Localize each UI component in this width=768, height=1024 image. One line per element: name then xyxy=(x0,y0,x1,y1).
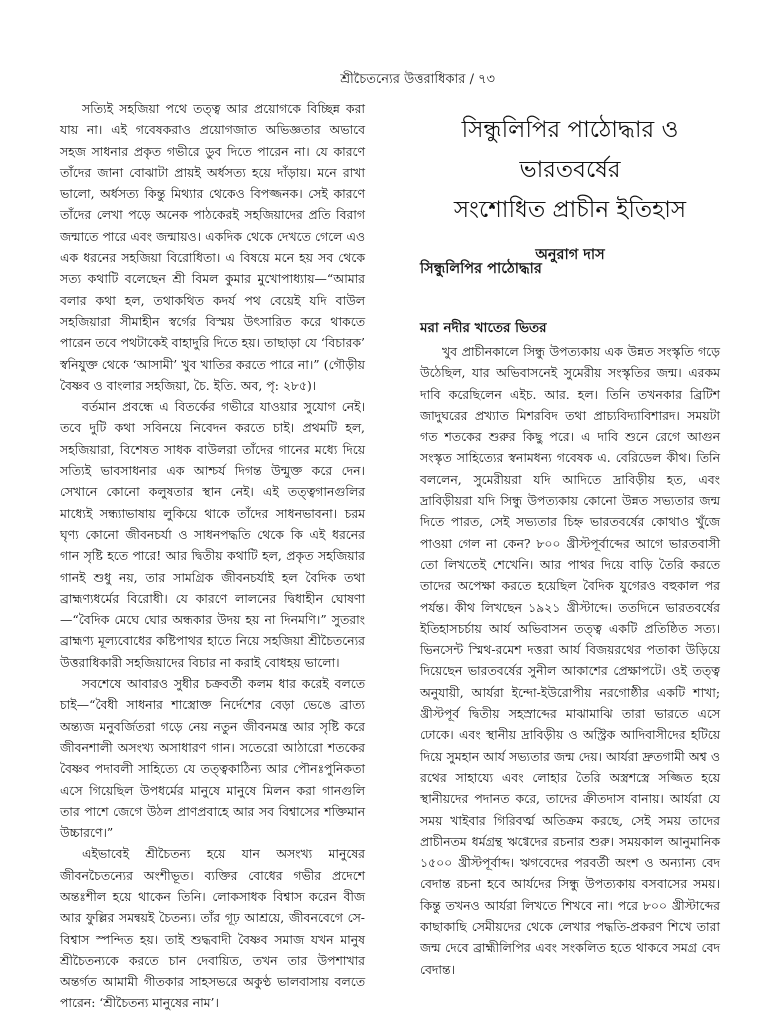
right-column xyxy=(420,110,720,977)
left-paragraph-2: বর্তমান প্রবন্ধে এ বিতর্কের গভীরে যাওয়ার সুযোগ নেই। তবে দুটি কথা সবিনয়ে নিবেদন করতে চাই। প্রথমটি হল, সহজিয়ারা, বিশেষত সাধক বাউলরা তাঁদের গানের মধ্যে দিয়ে সত্যিই ভাবসাধনার এক আশ্চর্য দিগন্ত উন্মুক্ত করে দেন। সেখানে কোনো কলুষতার স্থান নেই। এই তত্ত্বগানগুলির মাধ্যেই সন্ধ্যাভাষায় লুকিয়ে থাকে তাঁদের সাধনভাবনা। চরম ঘৃণ্য কোনো জীবনচর্যা ও সাধনপদ্ধতি থেকে কি এই ধরনের গান সৃষ্টি হতে পারে! আর দ্বিতীয় কথাটি হল, প্রকৃত সহজিয়ার গানই শুধু নয়, তার সামগ্রিক জীবনচর্যাই হল বৈদিক তথা ব্রাহ্মণ্যধর্মের বিরোধী। যে কারণে লালনের দ্বিধাহীন ঘোষণা—“বৈদিক মেঘে ঘোর অন্ধকার উদয় হয় না দিনমণি।” সুতরাং ব্রাহ্মণ্য মূল্যবোধের কষ্টিপাথর হাতে নিয়ে সহজিয়া শ্রীচৈতন্যের উত্তরাধিকারী সহজিয়াদের বিচার না করাই বোধহয় ভালো। xyxy=(60,399,365,670)
subsection-heading: মরা নদীর খাতের ভিতর xyxy=(420,320,547,336)
left-paragraph-1: সত্যিই সহজিয়া পথে তত্ত্ব আর প্রয়োগকে বিচ্ছিন্ন করা যায় না। এই গবেষকরাও প্রয়োগজাত অভিজ্ঞতার অভাবে সহজ সাধনার প্রকৃত গভীরে ডুব দিতে পারেন না। যে কারণে তাঁদের জানা বোঝাটা প্রায়ই অর্ধসত্য হয়ে দাঁড়ায়। মনে রাখা ভালো, অর্ধসত্য কিন্তু মিথ্যার থেকেও বিপজ্জনক। সেই কারণে তাঁদের লেখা পড়ে অনেক পাঠকেরই সহজিয়াদের প্রতি বিরাগ জন্মাতে পারে এবং জন্মায়ও। একদিক থেকে দেখতে গেলে এও এক ধরনের সহজিয়া বিরোধিতা। এ বিষয়ে মনে হয় সব থেকে সত্য কথাটি বলেছেন শ্রী বিমল কুমার মুখোপাধ্যায়—“আমার বলার কথা হল, তথাকথিত কদর্য পথ বেয়েই যদি বাউল সহজিয়ারা সীমাহীন স্বর্গের বিস্ময় উৎসারিত করে থাকতে পারেন তবে পথটাকেই বাহাদুরি দিতে হয়। তাছাড়া যে ‘বিচারক’ স্বনিযুক্ত থেকে ‘আসামী’ খুব খাতির করতে পারে না।” (গৌড়ীয় বৈষ্ণব ও বাংলার সহজিয়া, চৈ. ইতি. অব, পৃ: ২৮৫)। xyxy=(60,101,365,393)
right-paragraph-1: খুব প্রাচীনকালে সিন্ধু উপত্যকায় এক উন্নত সংস্কৃতি গড়ে উঠেছিল, যার অভিবাসনেই সুমেরীয় সংস্কৃতির জন্ম। এরকম দাবি করেছিলেন এইচ. আর. হল। তিনি তখনকার ব্রিটিশ জাদুঘরের প্রখ্যাত মিশরবিদ তথা প্রাচ্যবিদ্যাবিশারদ। সময়টা গত শতকের শুরুর কিছু পরে। এ দাবি শুনে রেগে আগুন সংস্কৃত সাহিত্যের স্বনামধন্য গবেষক এ. বেরিডেল কীথ। তিনি বললেন, সুমেরীয়রা যদি আদিতে দ্রাবিড়ীয় হত, এবং দ্রাবিড়ীয়রা যদি সিন্ধু উপত্যকায় কোনো উন্নত সভ্যতার জন্ম দিতে পারত, সেই সভ্যতার চিহ্ন ভারতবর্ষের কোথাও খুঁজে পাওয়া গেল না কেন? ৮০০ খ্রীস্টপূর্বাব্দের আগে ভারতবাসী তো লিখতেই শেখেনি। আর পাথর দিয়ে বাড়ি তৈরি করতে তাদের অপেক্ষা করতে হয়েছিল বৈদিক যুগেরও বহুকাল পর পর্যন্ত। কীথ লিখছেন ১৯২১ খ্রীস্টাব্দে। ততদিনে ভারতবর্ষের ইতিহাসচর্চায় আর্য অভিবাসন তত্ত্ব একটি প্রতিষ্ঠিত সত্য। ভিনসেন্ট স্মিথ-রমেশ দত্তরা আর্য বিজয়রথের পতাকা উড়িয়ে দিয়েছেন ভারতবর্ষের সুনীল আকাশের প্রেক্ষাপটে। ওই তত্ত্ব অনুযায়ী, আর্যরা ইন্দো-ইউরোপীয় নরগোষ্ঠীর একটি শাখা; খ্রীস্টপূর্ব দ্বিতীয় সহস্রাব্দের মাঝামাঝি তারা ভারতে এসে ঢোকে। এবং স্থানীয় দ্রাবিড়ীয় ও অস্ট্রিক আদিবাসীদের হটিয়ে দিয়ে সুমহান আর্য সভ্যতার জন্ম দেয়। আর্যরা দ্রুতগামী অশ্ব ও রথের সাহায্যে এবং লোহার তৈরি অস্ত্রশস্ত্রে সজ্জিত হয়ে স্থানীয়দের পদানত করে, তাদের ক্রীতদাস বানায়। আর্যরা যে সময় খাইবার গিরিবর্ত্ম অতিক্রম করছে, সেই সময় তাদের প্রাচীনতম ধর্মগ্রন্থ ঋগ্বেদের রচনার শুরু। সময়কাল আনুমানিক ১৫০০ খ্রীস্টপূর্বাব্দ। ঋগবেদের পরবর্তী অংশ ও অন্যান্য বেদ বেদান্ত রচনা হবে আর্যদের সিন্ধু উপত্যকায় বসবাসের সময়। কিন্তু তখনও আর্যরা লিখতে শিখবে না। পরে ৮০০ খ্রীস্টাব্দের কাছাকাছি সেমীয়দের থেকে লেখার পদ্ধতি-প্রকরণ শিখে তারা জন্ম দেবে ব্রাহ্মীলিপির এবং সংকলিত হতে থাকবে সমগ্র বেদ বেদান্ত। xyxy=(420,344,720,977)
article-title-line-1: সিন্ধুলিপির পাঠোদ্ধার ও ভারতবর্ষের xyxy=(461,117,679,183)
section-heading: সিন্ধুলিপির পাঠোদ্ধার xyxy=(420,260,542,277)
running-head: শ্রীচৈতন্যের উত্তরাধিকার / ৭৩ xyxy=(340,72,495,87)
left-column xyxy=(60,98,365,1014)
left-paragraph-3: সবশেষে আবারও সুধীর চক্রবর্তী কলম ধার করেই বলতে চাই—“বৈধী সাধনার শাস্ত্রোক্ত নির্দেশের বেড়া ভেঙে ব্রাত্য অন্ত্যজ মনুবর্জিতরা গড়ে নেয় নতুন জীবনমন্ত্র আর সৃষ্টি করে জীবনশালী অসংখ্য অসাধারণ গান। সতেরো আঠারো শতকের বৈষ্ণব পদাবলী সাহিত্যে যে তত্ত্বকাঠিন্য আর পৌনঃপুনিকতা এসে গিয়েছিল উপধর্মের মানুষে মানুষে মিলন করা গানগুলি তার পাশে জেগে উঠল প্রাণপ্রবাহে আর সব বিশ্বাসের শক্তিমান উচ্চারণে।” xyxy=(60,676,365,841)
article-author: অনুরাগ দাস xyxy=(535,246,605,263)
left-paragraph-4: এইভাবেই শ্রীচৈতন্য হয়ে যান অসংখ্য মানুষের জীবনচৈতন্যের অংশীভূত। ব্যক্তির বোধের গভীর প্রদেশে অন্তঃশীল হয়ে থাকেন তিনি। লোকসাধক বিশ্বাস করেন বীজ আর ফুল্লির সমন্বয়ই চৈতন্য। তাঁর গূঢ় আশ্রয়ে, জীবনবেগে সে-বিশ্বাস স্পন্দিত হয়। তাই শুদ্ধবাদী বৈষ্ণব সমাজ যখন মানুষ শ্রীচৈতন্যকে করতে চান দেবায়িত, তখন তার উপশাখার অন্তর্গত আমামী গীতকার সাহসভরে অকুণ্ঠ ভালবাসায় বলতে পারেন: ‘শ্রীচৈতন্য মানুষের নাম’। xyxy=(60,846,365,1011)
article-title-line-2: সংশোধিত প্রাচীন ইতিহাস xyxy=(453,197,687,223)
article-body xyxy=(420,341,720,980)
article-title xyxy=(420,110,720,230)
